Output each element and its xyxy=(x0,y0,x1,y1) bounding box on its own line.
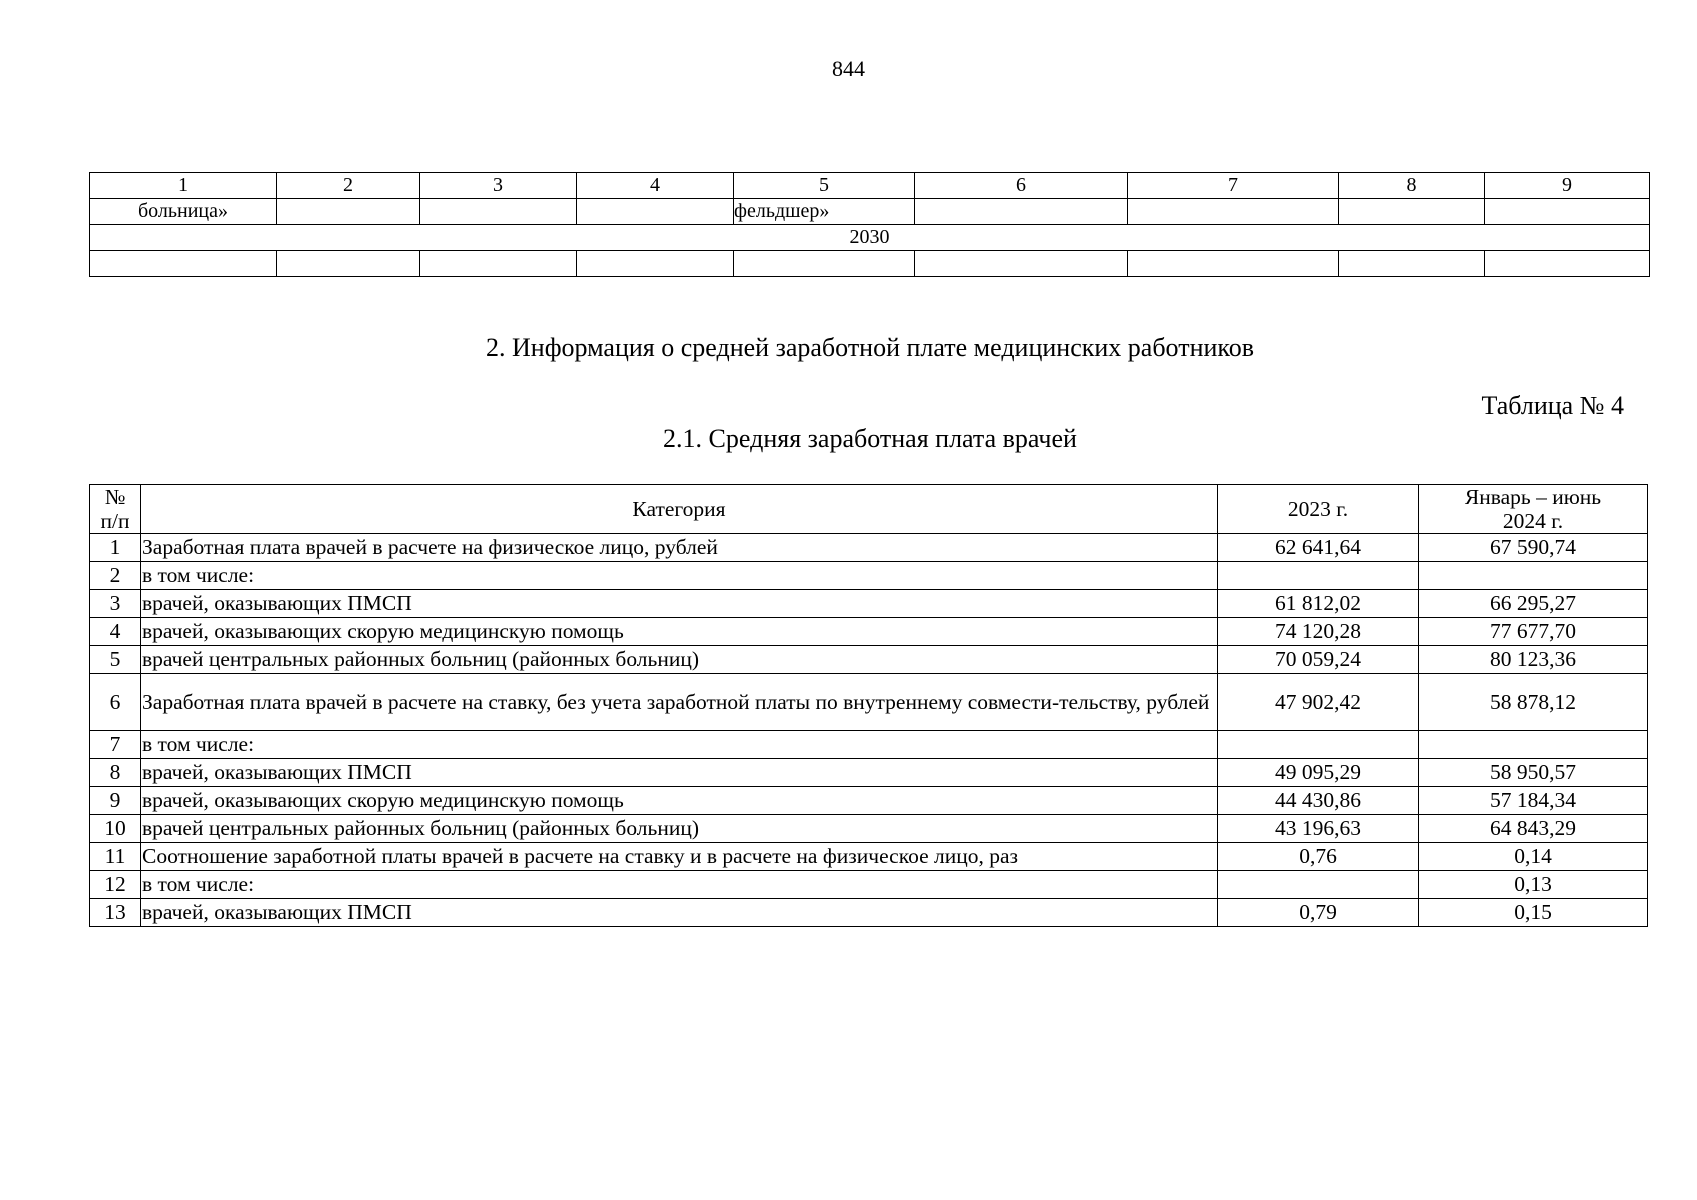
row-value-jan-jun-2024: 58 950,57 xyxy=(1419,759,1648,787)
table-row xyxy=(90,871,1648,899)
table-row xyxy=(90,646,1648,674)
row-number: 9 xyxy=(90,787,141,815)
subsection-title: 2.1. Средняя заработная плата врачей xyxy=(663,424,1077,453)
table-cell xyxy=(1485,251,1650,277)
column-number: 8 xyxy=(1339,173,1485,199)
row-number: 1 xyxy=(90,534,141,562)
row-value-2023 xyxy=(1218,871,1419,899)
table-cell xyxy=(1128,251,1339,277)
row-value-jan-jun-2024: 0,15 xyxy=(1419,899,1648,927)
column-number: 5 xyxy=(734,173,915,199)
table-row xyxy=(90,534,1648,562)
table-cell: больница» xyxy=(90,199,277,225)
continuation-table xyxy=(89,172,1650,277)
row-value-jan-jun-2024: 57 184,34 xyxy=(1419,787,1648,815)
salary-table-body xyxy=(90,534,1648,927)
row-number: 13 xyxy=(90,899,141,927)
row-category: в том числе: xyxy=(141,731,1218,759)
table-cell xyxy=(420,251,577,277)
row-value-2023: 74 120,28 xyxy=(1218,618,1419,646)
row-value-2023 xyxy=(1218,562,1419,590)
row-number: 3 xyxy=(90,590,141,618)
row-number: 12 xyxy=(90,871,141,899)
row-category: врачей центральных районных больниц (районных больниц) xyxy=(141,815,1218,843)
table-row xyxy=(90,251,1650,277)
row-number: 4 xyxy=(90,618,141,646)
row-value-2023: 61 812,02 xyxy=(1218,590,1419,618)
table-cell xyxy=(277,199,420,225)
column-number: 4 xyxy=(577,173,734,199)
table-row xyxy=(90,843,1648,871)
row-value-jan-jun-2024 xyxy=(1419,562,1648,590)
table-cell xyxy=(1339,251,1485,277)
table-row xyxy=(90,674,1648,731)
row-value-jan-jun-2024: 77 677,70 xyxy=(1419,618,1648,646)
row-value-jan-jun-2024: 0,14 xyxy=(1419,843,1648,871)
header-jan-jun-2024 xyxy=(1419,485,1648,534)
table-row xyxy=(90,590,1648,618)
row-value-jan-jun-2024: 80 123,36 xyxy=(1419,646,1648,674)
row-value-2023: 0,76 xyxy=(1218,843,1419,871)
row-category: Заработная плата врачей в расчете на физическое лицо, рублей xyxy=(141,534,1218,562)
table-row xyxy=(90,899,1648,927)
table-cell xyxy=(90,251,277,277)
row-value-2023: 43 196,63 xyxy=(1218,815,1419,843)
row-value-2023: 62 641,64 xyxy=(1218,534,1419,562)
table-label: Таблица № 4 xyxy=(1481,391,1624,420)
header-number-line1: № xyxy=(104,485,126,509)
table-cell xyxy=(915,199,1128,225)
table-row xyxy=(90,562,1648,590)
column-number: 7 xyxy=(1128,173,1339,199)
row-number: 7 xyxy=(90,731,141,759)
table-cell xyxy=(1339,199,1485,225)
column-number: 9 xyxy=(1485,173,1650,199)
row-value-2023: 70 059,24 xyxy=(1218,646,1419,674)
row-value-jan-jun-2024 xyxy=(1419,731,1648,759)
row-number: 11 xyxy=(90,843,141,871)
row-category: врачей, оказывающих ПМСП xyxy=(141,899,1218,927)
column-number-row xyxy=(90,173,1650,199)
row-category: врачей, оказывающих ПМСП xyxy=(141,759,1218,787)
page-number: 844 xyxy=(832,56,865,81)
row-category: врачей, оказывающих ПМСП xyxy=(141,590,1218,618)
table-cell xyxy=(577,251,734,277)
header-period-line1: Январь – июнь xyxy=(1464,485,1602,509)
column-number: 2 xyxy=(277,173,420,199)
table-row xyxy=(90,731,1648,759)
header-period-line2: 2024 г. xyxy=(1502,509,1564,533)
table-row xyxy=(90,815,1648,843)
column-number: 1 xyxy=(90,173,277,199)
table-cell xyxy=(1485,199,1650,225)
table-cell: фельдшер» xyxy=(734,199,915,225)
row-number: 5 xyxy=(90,646,141,674)
row-category: в том числе: xyxy=(141,562,1218,590)
row-category: в том числе: xyxy=(141,871,1218,899)
table-cell xyxy=(734,251,915,277)
table-cell xyxy=(420,199,577,225)
header-row xyxy=(90,485,1648,534)
header-category: Категория xyxy=(141,485,1218,534)
row-value-jan-jun-2024: 58 878,12 xyxy=(1419,674,1648,731)
section-title: 2. Информация о средней заработной плате медицинских работников xyxy=(486,333,1254,362)
row-value-2023 xyxy=(1218,731,1419,759)
row-value-jan-jun-2024: 67 590,74 xyxy=(1419,534,1648,562)
row-value-2023: 0,79 xyxy=(1218,899,1419,927)
row-category: врачей, оказывающих скорую медицинскую помощь xyxy=(141,787,1218,815)
row-category: Соотношение заработной платы врачей в расчете на ставку и в расчете на физическое лицо, раз xyxy=(141,843,1218,871)
table-row xyxy=(90,618,1648,646)
row-number: 10 xyxy=(90,815,141,843)
header-number-line2: п/п xyxy=(100,509,130,533)
year-cell: 2030 xyxy=(90,225,1650,251)
row-number: 2 xyxy=(90,562,141,590)
table-row xyxy=(90,787,1648,815)
row-value-2023: 47 902,42 xyxy=(1218,674,1419,731)
table-cell xyxy=(577,199,734,225)
column-number: 6 xyxy=(915,173,1128,199)
table-row xyxy=(90,199,1650,225)
row-value-jan-jun-2024: 66 295,27 xyxy=(1419,590,1648,618)
table-cell xyxy=(1128,199,1339,225)
row-category: врачей, оказывающих скорую медицинскую помощь xyxy=(141,618,1218,646)
row-value-jan-jun-2024: 0,13 xyxy=(1419,871,1648,899)
row-number: 8 xyxy=(90,759,141,787)
table-cell xyxy=(915,251,1128,277)
header-2023: 2023 г. xyxy=(1218,485,1419,534)
row-number: 6 xyxy=(90,674,141,731)
salary-table xyxy=(89,484,1648,927)
row-value-2023: 49 095,29 xyxy=(1218,759,1419,787)
row-value-jan-jun-2024: 64 843,29 xyxy=(1419,815,1648,843)
row-category: врачей центральных районных больниц (районных больниц) xyxy=(141,646,1218,674)
column-number: 3 xyxy=(420,173,577,199)
year-row xyxy=(90,225,1650,251)
row-value-2023: 44 430,86 xyxy=(1218,787,1419,815)
row-category: Заработная плата врачей в расчете на ставку, без учета заработной платы по внутреннему совмести-тельству, рублей xyxy=(141,674,1218,731)
header-number xyxy=(90,485,141,534)
table-cell xyxy=(277,251,420,277)
table-row xyxy=(90,759,1648,787)
